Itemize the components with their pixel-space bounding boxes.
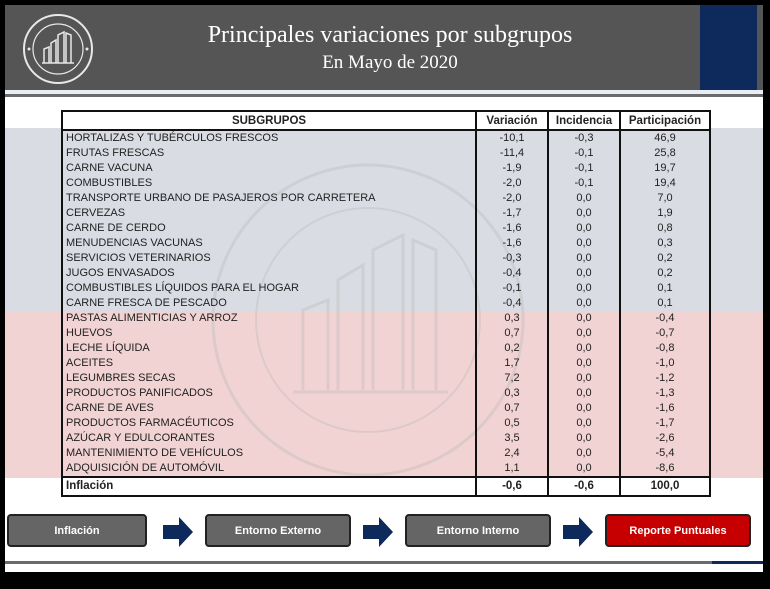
variacion-value: -10,1 <box>476 130 548 146</box>
table-total-row <box>62 477 710 496</box>
table-row <box>62 266 710 281</box>
variacion-value: -0,1 <box>476 281 548 296</box>
table-row <box>62 176 710 191</box>
variacion-value: -0,4 <box>476 266 548 281</box>
table-row <box>62 356 710 371</box>
subgroup-name: HUEVOS <box>62 326 476 341</box>
variacion-value: 1,7 <box>476 356 548 371</box>
incidencia-value: 0,0 <box>548 446 620 461</box>
participacion-value: -0,7 <box>620 326 710 341</box>
nav-button-entorno-interno[interactable]: Entorno Interno <box>405 514 551 547</box>
participacion-value: 7,0 <box>620 191 710 206</box>
variacion-value: -1,6 <box>476 221 548 236</box>
subgroup-name: CARNE DE CERDO <box>62 221 476 236</box>
incidencia-value: 0,0 <box>548 221 620 236</box>
participacion-value: -8,6 <box>620 461 710 477</box>
table-row <box>62 401 710 416</box>
incidencia-value: 0,0 <box>548 341 620 356</box>
nav-button-inflacion[interactable]: Inflación <box>7 514 147 547</box>
participacion-value: 0,1 <box>620 281 710 296</box>
table-row <box>62 341 710 356</box>
participacion-value: -0,8 <box>620 341 710 356</box>
header-accent-block <box>700 5 757 90</box>
table-row <box>62 236 710 251</box>
subgroup-name: JUGOS ENVASADOS <box>62 266 476 281</box>
total-label: Inflación <box>62 477 476 496</box>
column-header-incidencia: Incidencia <box>548 111 620 130</box>
variacion-value: -1,6 <box>476 236 548 251</box>
table-row <box>62 446 710 461</box>
subgroup-name: CERVEZAS <box>62 206 476 221</box>
incidencia-value: 0,0 <box>548 401 620 416</box>
subgroup-name: SERVICIOS VETERINARIOS <box>62 251 476 266</box>
participacion-value: 0,2 <box>620 266 710 281</box>
incidencia-value: 0,0 <box>548 356 620 371</box>
participacion-value: -1,2 <box>620 371 710 386</box>
variacion-value: 0,7 <box>476 326 548 341</box>
subgroup-name: PRODUCTOS PANIFICADOS <box>62 386 476 401</box>
footer-divider <box>5 561 763 564</box>
table-row <box>62 461 710 477</box>
table-row <box>62 326 710 341</box>
subgroup-name: MANTENIMIENTO DE VEHÍCULOS <box>62 446 476 461</box>
participacion-value: -5,4 <box>620 446 710 461</box>
total-variacion: -0,6 <box>476 477 548 496</box>
total-participacion: 100,0 <box>620 477 710 496</box>
subgroup-name: AZÚCAR Y EDULCORANTES <box>62 431 476 446</box>
participacion-value: 46,9 <box>620 130 710 146</box>
subgroup-name: HORTALIZAS Y TUBÉRCULOS FRESCOS <box>62 130 476 146</box>
subgroup-name: MENUDENCIAS VACUNAS <box>62 236 476 251</box>
variacion-value: 0,2 <box>476 341 548 356</box>
variacion-value: 2,4 <box>476 446 548 461</box>
subgroup-name: ADQUISICIÓN DE AUTOMÓVIL <box>62 461 476 477</box>
participacion-value: 0,2 <box>620 251 710 266</box>
page-title: Principales variaciones por subgrupos <box>207 22 573 48</box>
incidencia-value: -0,3 <box>548 130 620 146</box>
incidencia-value: 0,0 <box>548 236 620 251</box>
table-header-row <box>62 111 710 130</box>
slide <box>5 5 763 572</box>
incidencia-value: 0,0 <box>548 461 620 477</box>
subgroup-name: PRODUCTOS FARMACÉUTICOS <box>62 416 476 431</box>
navigation-bar <box>5 514 763 551</box>
participacion-value: -1,6 <box>620 401 710 416</box>
incidencia-value: 0,0 <box>548 281 620 296</box>
incidencia-value: 0,0 <box>548 311 620 326</box>
table-row <box>62 431 710 446</box>
participacion-value: -1,0 <box>620 356 710 371</box>
participacion-value: 0,3 <box>620 236 710 251</box>
column-header-participacion: Participación <box>620 111 710 130</box>
table-row <box>62 281 710 296</box>
subgroup-name: LEGUMBRES SECAS <box>62 371 476 386</box>
participacion-value: -1,3 <box>620 386 710 401</box>
subgroup-name: CARNE VACUNA <box>62 161 476 176</box>
bank-logo-icon <box>22 13 94 85</box>
table-row <box>62 206 710 221</box>
variacion-value: 0,7 <box>476 401 548 416</box>
variacion-value: -1,9 <box>476 161 548 176</box>
table-row <box>62 146 710 161</box>
variacion-value: 0,5 <box>476 416 548 431</box>
subgroup-name: CARNE FRESCA DE PESCADO <box>62 296 476 311</box>
table-row <box>62 416 710 431</box>
subgroup-name: TRANSPORTE URBANO DE PASAJEROS POR CARRETERA <box>62 191 476 206</box>
participacion-value: -1,7 <box>620 416 710 431</box>
variacion-value: 0,3 <box>476 311 548 326</box>
table-row <box>62 371 710 386</box>
subgroup-name: FRUTAS FRESCAS <box>62 146 476 161</box>
table-row <box>62 221 710 236</box>
table-row <box>62 311 710 326</box>
subgroup-name: COMBUSTIBLES <box>62 176 476 191</box>
incidencia-value: 0,0 <box>548 431 620 446</box>
incidencia-value: 0,0 <box>548 251 620 266</box>
total-incidencia: -0,6 <box>548 477 620 496</box>
subgroup-name: COMBUSTIBLES LÍQUIDOS PARA EL HOGAR <box>62 281 476 296</box>
table-row <box>62 191 710 206</box>
incidencia-value: 0,0 <box>548 326 620 341</box>
variacion-value: -0,3 <box>476 251 548 266</box>
page-subtitle: En Mayo de 2020 <box>322 52 458 73</box>
participacion-value: 19,4 <box>620 176 710 191</box>
participacion-value: 25,8 <box>620 146 710 161</box>
column-header-subgrupos: SUBGRUPOS <box>62 111 476 130</box>
incidencia-value: 0,0 <box>548 416 620 431</box>
incidencia-value: -0,1 <box>548 176 620 191</box>
variacion-value: 7,2 <box>476 371 548 386</box>
participacion-value: -0,4 <box>620 311 710 326</box>
variacion-value: -2,0 <box>476 176 548 191</box>
nav-button-reporte-puntuales[interactable]: Reporte Puntuales <box>605 514 751 547</box>
incidencia-value: 0,0 <box>548 266 620 281</box>
subgroup-name: CARNE DE AVES <box>62 401 476 416</box>
variacion-value: 1,1 <box>476 461 548 477</box>
nav-button-entorno-externo[interactable]: Entorno Externo <box>205 514 351 547</box>
variacion-value: -11,4 <box>476 146 548 161</box>
table-row <box>62 161 710 176</box>
table-row <box>62 130 710 146</box>
footer-accent <box>712 561 763 564</box>
participacion-value: -2,6 <box>620 431 710 446</box>
incidencia-value: 0,0 <box>548 206 620 221</box>
table-row <box>62 296 710 311</box>
variacion-value: -0,4 <box>476 296 548 311</box>
arrow-right-icon <box>563 517 593 547</box>
subgroups-table <box>61 110 711 497</box>
header-divider-dark <box>5 94 763 97</box>
arrow-right-icon <box>163 517 193 547</box>
participacion-value: 1,9 <box>620 206 710 221</box>
participacion-value: 0,1 <box>620 296 710 311</box>
subgroup-name: LECHE LÍQUIDA <box>62 341 476 356</box>
subgroup-name: PASTAS ALIMENTICIAS Y ARROZ <box>62 311 476 326</box>
table-row <box>62 251 710 266</box>
incidencia-value: 0,0 <box>548 296 620 311</box>
variacion-value: 3,5 <box>476 431 548 446</box>
variacion-value: -2,0 <box>476 191 548 206</box>
arrow-right-icon <box>363 517 393 547</box>
incidencia-value: -0,1 <box>548 161 620 176</box>
incidencia-value: 0,0 <box>548 386 620 401</box>
column-header-variacion: Variación <box>476 111 548 130</box>
subgroup-name: ACEITES <box>62 356 476 371</box>
table-row <box>62 386 710 401</box>
participacion-value: 19,7 <box>620 161 710 176</box>
incidencia-value: -0,1 <box>548 146 620 161</box>
incidencia-value: 0,0 <box>548 371 620 386</box>
variacion-value: -1,7 <box>476 206 548 221</box>
incidencia-value: 0,0 <box>548 191 620 206</box>
participacion-value: 0,8 <box>620 221 710 236</box>
variacion-value: 0,3 <box>476 386 548 401</box>
